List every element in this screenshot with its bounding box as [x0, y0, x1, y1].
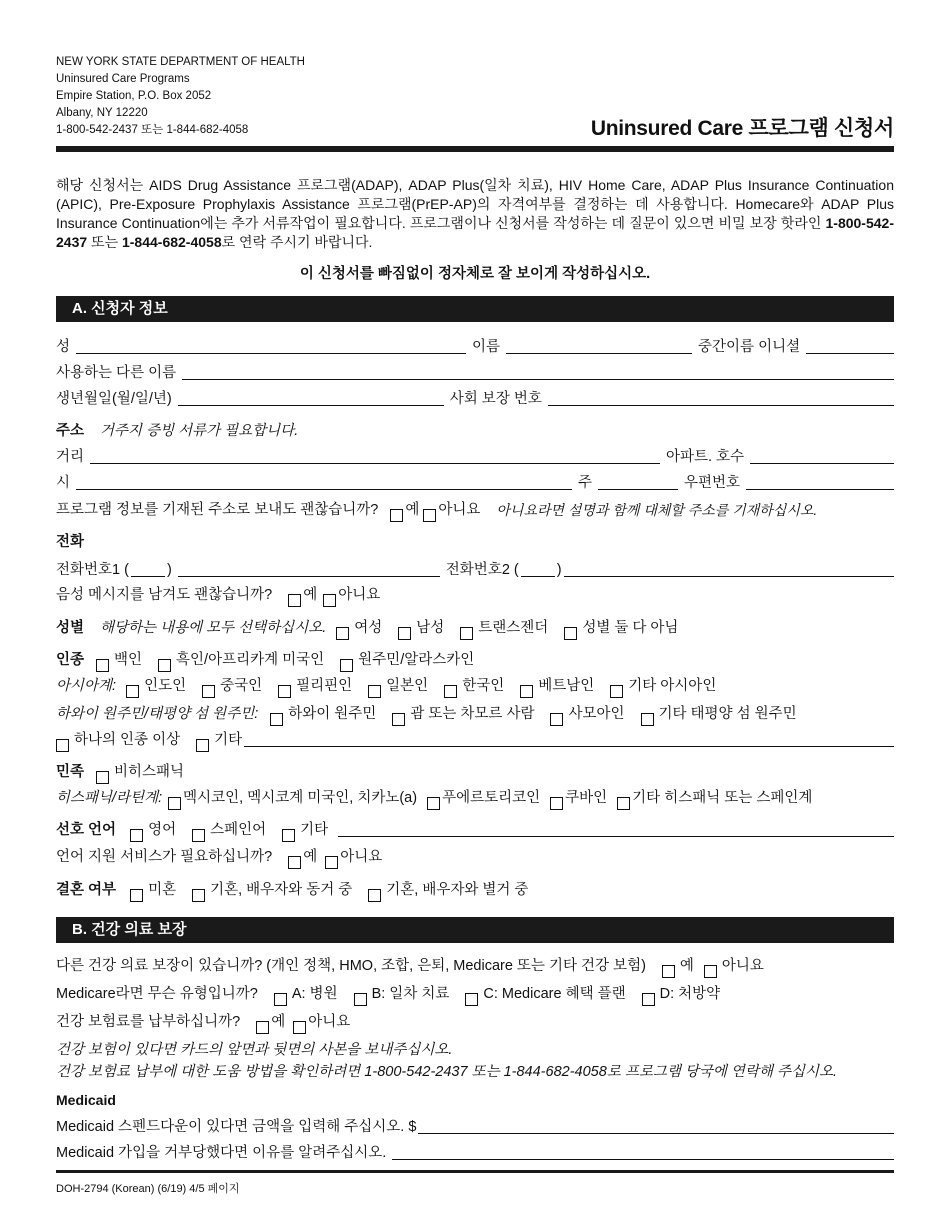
- language-checkbox[interactable]: [282, 829, 295, 842]
- address-heading-row: [56, 420, 894, 442]
- pacific-checkbox[interactable]: [641, 713, 654, 726]
- gender-male-checkbox[interactable]: [398, 627, 411, 640]
- phone2-label: 전화번호2 (: [445, 562, 519, 578]
- hispanic-checkbox[interactable]: [427, 797, 440, 810]
- other-names-field[interactable]: [182, 364, 894, 380]
- premium-question: 건강 보험료를 납부하십니까?: [56, 1014, 241, 1030]
- medicare-checkbox[interactable]: [642, 993, 655, 1006]
- language-help-no-label: 아니요: [340, 849, 383, 865]
- coverage-yes-checkbox[interactable]: [662, 965, 675, 978]
- denied-field[interactable]: [392, 1144, 894, 1160]
- address-line: Albany, NY 12220: [56, 107, 148, 119]
- language-checkbox[interactable]: [192, 829, 205, 842]
- language-help-row: [56, 846, 894, 868]
- medicare-option: A: 병원: [291, 986, 338, 1002]
- first-name-field[interactable]: [506, 338, 692, 354]
- apt-label: 아파트. 호수: [666, 449, 745, 465]
- premium-no-label: 아니요: [308, 1014, 351, 1030]
- marital-row: [56, 879, 894, 901]
- language-label: 선호 언어: [56, 822, 117, 838]
- race-white-checkbox[interactable]: [96, 659, 109, 672]
- dob-field[interactable]: [178, 390, 444, 406]
- asian-option: 중국인: [220, 678, 263, 694]
- asian-checkbox[interactable]: [202, 685, 215, 698]
- phone-heading-row: [56, 531, 894, 553]
- phone1-paren: ): [166, 562, 172, 578]
- pacific-option: 사모아인: [568, 706, 625, 722]
- state-label: 주: [578, 475, 593, 491]
- premium-row: [56, 1011, 894, 1033]
- race-native-checkbox[interactable]: [340, 659, 353, 672]
- insurance-note-2: 건강 보험료 납부에 대한 도움 방법을 확인하려면 1-800-542-2437 또는 1-844-682-4058로 프로그램 당국에 연락해 주십시오.: [56, 1064, 838, 1080]
- voicemail-no-label: 아니요: [338, 587, 381, 603]
- agency-address: [56, 54, 305, 139]
- race-option: 원주민/알라스카인: [358, 652, 475, 668]
- gender-option: 여성: [354, 620, 383, 636]
- street-label: 거리: [56, 449, 85, 465]
- voicemail-row: [56, 584, 894, 606]
- form-title: Uninsured Care 프로그램 신청서: [590, 117, 894, 140]
- medicare-row: [56, 983, 894, 1005]
- street-field[interactable]: [90, 448, 660, 464]
- phone1-label: 전화번호1 (: [56, 562, 129, 578]
- asian-checkbox[interactable]: [520, 685, 533, 698]
- asian-option: 한국인: [462, 678, 505, 694]
- pacific-checkbox[interactable]: [392, 713, 405, 726]
- mail-permission-row: [56, 499, 894, 521]
- medicare-option: B: 일차 치료: [371, 986, 450, 1002]
- intro-paragraph: [56, 176, 894, 252]
- intro-text: 해당 신청서는 AIDS Drug Assistance 프로그램(ADAP), ADAP Plus(일차 치료), HIV Home Care, ADAP Plus Insurance Continuation (APIC), Pre-Exposure Prophylaxis Assistance 프로그램(PrEP-AP)의 자격여부를 결정하는 데 사용합니다. Homecare와 ADAP Plus Insurance Continuation에는 추가 서류작업이 필요합니다. 프로그램이나 신청서를 작성하는 데 질문이 있으면 비밀 보장 핫라인: [56, 177, 894, 231]
- phone-label: 전화: [56, 534, 85, 550]
- phone1-field[interactable]: [178, 561, 440, 577]
- gender-note: 해당하는 내용에 모두 선택하십시오.: [100, 620, 327, 636]
- spenddown-row: [56, 1116, 894, 1138]
- language-option: 스페인어: [210, 822, 267, 838]
- marital-checkbox[interactable]: [192, 889, 205, 902]
- pacific-option: 하와이 원주민: [288, 706, 377, 722]
- premium-yes-checkbox[interactable]: [256, 1021, 269, 1034]
- voicemail-yes-checkbox[interactable]: [288, 594, 301, 607]
- middle-initial-field[interactable]: [806, 338, 894, 354]
- hispanic-checkbox[interactable]: [550, 797, 563, 810]
- hispanic-checkbox[interactable]: [168, 797, 181, 810]
- phone2-area-field[interactable]: [521, 561, 555, 577]
- language-option: 영어: [148, 822, 177, 838]
- hispanic-label: 히스패닉/라틴계:: [56, 790, 163, 806]
- street-row: [56, 446, 894, 468]
- mail-no-checkbox[interactable]: [423, 509, 436, 522]
- address-note: 거주지 증빙 서류가 필요합니다.: [100, 423, 299, 439]
- zip-label: 우편번호: [684, 475, 741, 491]
- asian-row: [56, 675, 894, 697]
- voicemail-no-checkbox[interactable]: [323, 594, 336, 607]
- phone2-paren: ): [556, 562, 562, 578]
- city-row: [56, 472, 894, 494]
- mail-yes-label: 예: [405, 502, 420, 518]
- phone1-area-field[interactable]: [131, 561, 165, 577]
- pacific-checkbox[interactable]: [550, 713, 563, 726]
- multi-race-label: 하나의 인종 이상: [74, 732, 181, 748]
- asian-checkbox[interactable]: [126, 685, 139, 698]
- other-names-row: [56, 362, 894, 384]
- gender-row: [56, 617, 894, 639]
- hispanic-checkbox[interactable]: [617, 797, 630, 810]
- form-footer: DOH-2794 (Korean) (6/19) 4/5 페이지: [56, 1183, 240, 1195]
- pacific-label: 하와이 원주민/태평양 섬 원주민:: [56, 706, 259, 722]
- mail-note: 아니요라면 설명과 함께 대체할 주소를 기재하십시오.: [496, 502, 818, 518]
- hispanic-option: 쿠바인: [565, 790, 608, 806]
- race-other-field[interactable]: [244, 731, 894, 747]
- city-field[interactable]: [76, 474, 572, 490]
- intro-text-end: 로 연락 주시기 바랍니다.: [221, 234, 373, 250]
- premium-no-checkbox[interactable]: [293, 1021, 306, 1034]
- hotline-phone-1: 1-800-542-2437: [56, 215, 894, 250]
- voicemail-question: 음성 메시지를 남겨도 괜찮습니까?: [56, 587, 273, 603]
- medicare-option: D: 처방약: [659, 986, 721, 1002]
- phone-row: [56, 559, 894, 581]
- hispanic-option: 푸에르토리코인: [442, 790, 541, 806]
- section-b-header: B. 건강 의료 보장: [56, 917, 894, 943]
- pacific-option: 괌 또는 차모르 사람: [410, 706, 535, 722]
- asian-option: 기타 아시아인: [628, 678, 717, 694]
- gender-neither-checkbox[interactable]: [564, 627, 577, 640]
- spenddown-field[interactable]: [418, 1118, 894, 1134]
- phone2-field[interactable]: [564, 561, 894, 577]
- footer-divider: [56, 1170, 894, 1173]
- coverage-no-checkbox[interactable]: [704, 965, 717, 978]
- medicare-question: Medicare라면 무슨 유형입니까?: [56, 986, 258, 1002]
- pacific-checkbox[interactable]: [270, 713, 283, 726]
- language-help-no-checkbox[interactable]: [325, 856, 338, 869]
- voicemail-yes-label: 예: [303, 587, 318, 603]
- address-label: 주소: [56, 423, 85, 439]
- marital-label: 결혼 여부: [56, 882, 117, 898]
- city-label: 시: [56, 475, 71, 491]
- medicare-checkbox[interactable]: [274, 993, 287, 1006]
- last-name-field[interactable]: [76, 338, 466, 354]
- asian-option: 일본인: [386, 678, 429, 694]
- asian-option: 필리핀인: [296, 678, 353, 694]
- asian-checkbox[interactable]: [610, 685, 623, 698]
- gender-female-checkbox[interactable]: [336, 627, 349, 640]
- section-a-header: A. 신청자 정보: [56, 296, 894, 322]
- address-line: Uninsured Care Programs: [56, 73, 190, 85]
- gender-option: 남성: [416, 620, 445, 636]
- print-instruction: 이 신청서를 빠짐없이 정자체로 잘 보이게 작성하십시오.: [299, 266, 651, 282]
- state-field[interactable]: [598, 474, 678, 490]
- gender-label: 성별: [56, 620, 85, 636]
- mail-question: 프로그램 정보를 기재된 주소로 보내도 괜찮습니까?: [56, 502, 379, 518]
- pacific-option: 기타 태평양 섬 원주민: [658, 706, 797, 722]
- hispanic-option: 멕시코인, 멕시코계 미국인, 치카노(a): [183, 790, 418, 806]
- marital-checkbox[interactable]: [368, 889, 381, 902]
- asian-checkbox[interactable]: [278, 685, 291, 698]
- spenddown-label: Medicaid 스펜드다운이 있다면 금액을 입력해 주십시오. $: [56, 1119, 417, 1135]
- asian-option: 베트남인: [538, 678, 595, 694]
- hispanic-row: [56, 787, 894, 809]
- non-hispanic-checkbox[interactable]: [96, 771, 109, 784]
- first-name-label: 이름: [472, 339, 501, 355]
- language-checkbox[interactable]: [130, 829, 143, 842]
- denied-label: Medicaid 가입을 거부당했다면 이유를 알려주십시오.: [56, 1145, 387, 1161]
- race-other-checkbox[interactable]: [196, 739, 209, 752]
- language-row: [56, 819, 894, 841]
- header-divider: [56, 146, 894, 152]
- asian-checkbox[interactable]: [444, 685, 457, 698]
- premium-yes-label: 예: [271, 1014, 286, 1030]
- pacific-row: [56, 703, 894, 725]
- address-line: NEW YORK STATE DEPARTMENT OF HEALTH: [56, 56, 305, 68]
- coverage-no-label: 아니요: [721, 958, 764, 974]
- asian-option: 인도인: [144, 678, 187, 694]
- hispanic-option: 기타 히스패닉 또는 스페인계: [632, 790, 813, 806]
- dob-label: 생년월일(월/일/년): [56, 391, 172, 407]
- race-label: 인종: [56, 652, 85, 668]
- non-hispanic-label: 비히스패닉: [114, 764, 185, 780]
- other-names-label: 사용하는 다른 이름: [56, 365, 177, 381]
- medicare-checkbox[interactable]: [354, 993, 367, 1006]
- apt-field[interactable]: [750, 448, 894, 464]
- gender-option: 트랜스젠더: [478, 620, 549, 636]
- insurance-note-1: 건강 보험이 있다면 카드의 앞면과 뒷면의 사본을 보내주십시오.: [56, 1042, 453, 1058]
- medicare-checkbox[interactable]: [465, 993, 478, 1006]
- race-option: 흑인/아프리카계 미국인: [176, 652, 325, 668]
- language-other-field[interactable]: [338, 821, 894, 837]
- hotline-phone-2: 1-844-682-4058: [121, 234, 222, 250]
- medicaid-label: Medicaid: [56, 1092, 116, 1108]
- other-coverage-question: 다른 건강 의료 보장이 있습니까? (개인 정책, HMO, 조합, 은퇴, Medicare 또는 기타 건강 보험): [56, 958, 646, 974]
- zip-field[interactable]: [746, 474, 894, 490]
- last-name-label: 성: [56, 339, 71, 355]
- medicaid-heading-row: [56, 1089, 894, 1111]
- coverage-yes-label: 예: [679, 958, 694, 974]
- name-row: [56, 336, 894, 358]
- medicare-option: C: Medicare 혜택 플랜: [483, 986, 626, 1002]
- other-coverage-row: [56, 955, 894, 977]
- race-row: [56, 649, 894, 671]
- dob-ssn-row: [56, 388, 894, 410]
- mail-yes-checkbox[interactable]: [390, 509, 403, 522]
- marital-checkbox[interactable]: [130, 889, 143, 902]
- marital-option: 기혼, 배우자와 동거 중: [210, 882, 353, 898]
- gender-transgender-checkbox[interactable]: [460, 627, 473, 640]
- mail-no-label: 아니요: [438, 502, 481, 518]
- ssn-label: 사회 보장 번호: [449, 391, 542, 407]
- ssn-field[interactable]: [548, 390, 894, 406]
- middle-initial-label: 중간이름 이니셜: [698, 339, 801, 355]
- address-line: Empire Station, P.O. Box 2052: [56, 90, 212, 102]
- asian-checkbox[interactable]: [368, 685, 381, 698]
- denied-row: [56, 1142, 894, 1164]
- language-help-yes-label: 예: [303, 849, 318, 865]
- race-option: 백인: [114, 652, 143, 668]
- multi-race-checkbox[interactable]: [56, 739, 69, 752]
- language-help-question: 언어 지원 서비스가 필요하십니까?: [56, 849, 273, 865]
- address-line: 1-800-542-2437 또는 1-844-682-4058: [56, 124, 249, 136]
- language-option: 기타: [300, 822, 329, 838]
- asian-label: 아시아계:: [56, 678, 117, 694]
- race-other-label: 기타: [214, 732, 243, 748]
- marital-option: 기혼, 배우자와 별거 중: [386, 882, 529, 898]
- language-help-yes-checkbox[interactable]: [288, 856, 301, 869]
- race-black-checkbox[interactable]: [158, 659, 171, 672]
- intro-or: 또는: [87, 234, 122, 250]
- ethnicity-label: 민족: [56, 764, 85, 780]
- multi-race-row: [56, 729, 894, 751]
- ethnicity-row: [56, 761, 894, 783]
- gender-option: 성별 둘 다 아님: [582, 620, 679, 636]
- marital-option: 미혼: [148, 882, 177, 898]
